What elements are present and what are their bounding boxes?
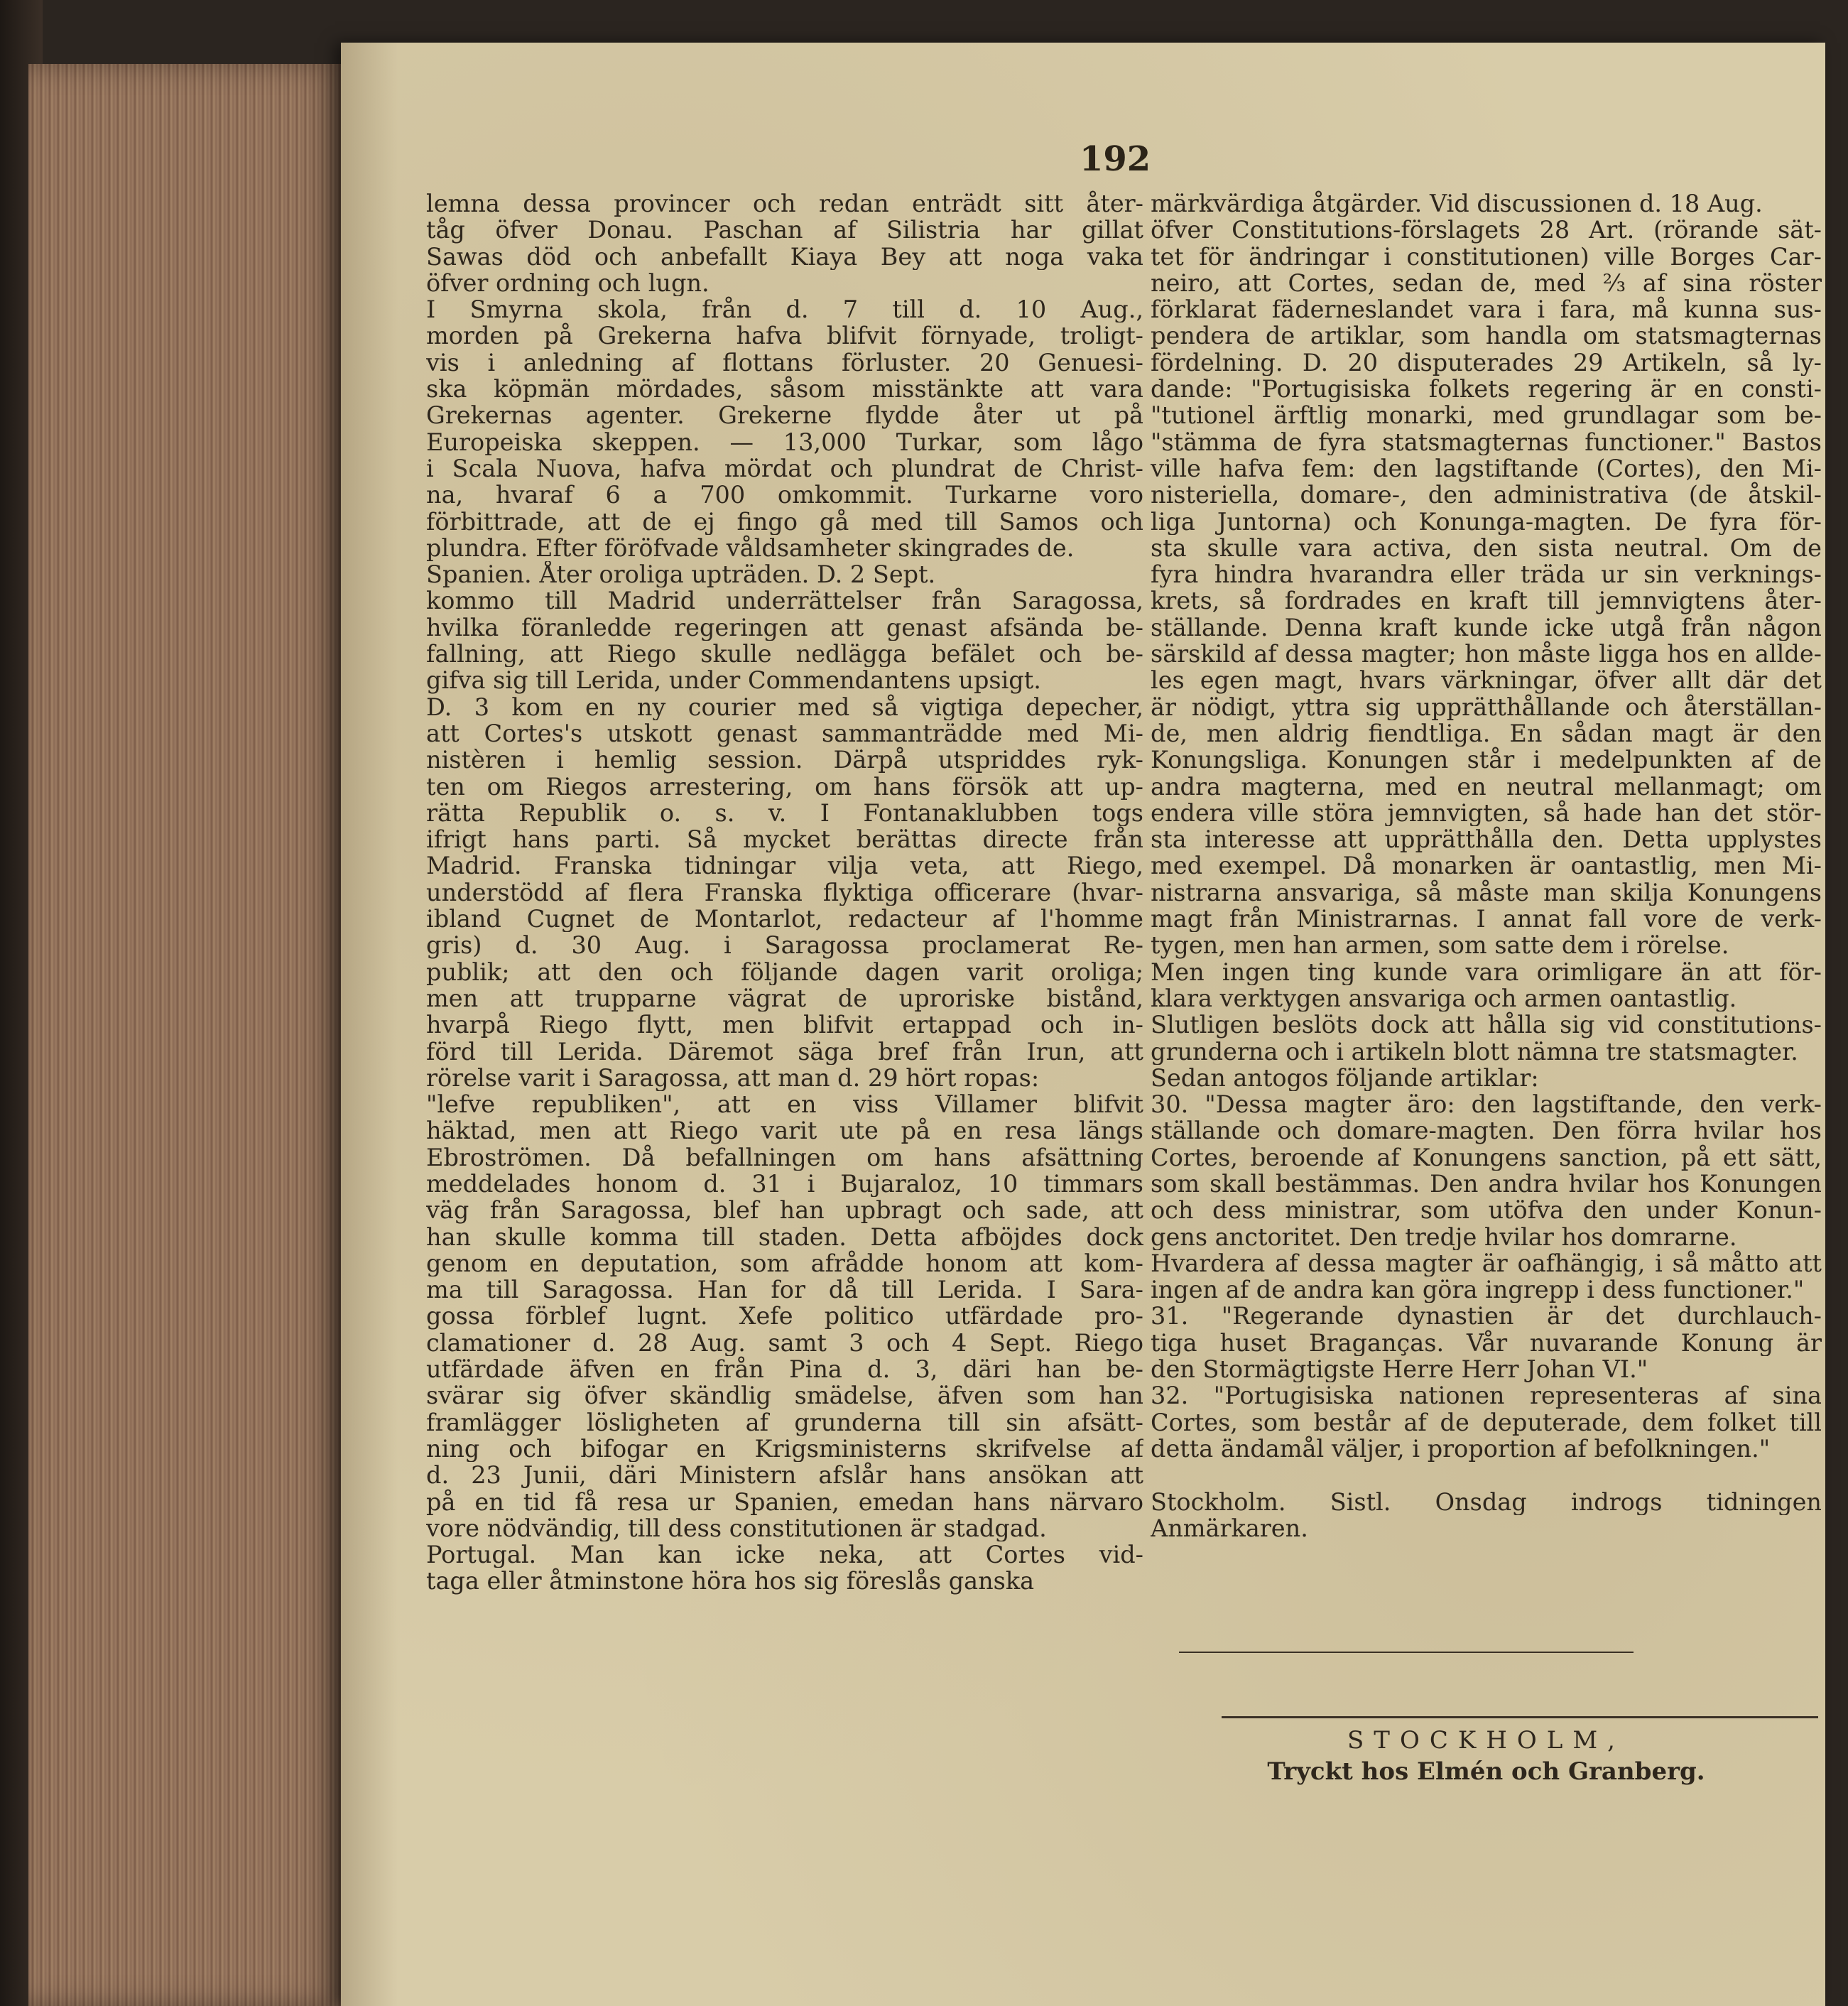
left-column-line: ning och bifogar en Krigsministerns skrifvelse af [426, 1435, 1143, 1463]
left-column-line: Europeiska skeppen. — 13,000 Turkar, som lågo [426, 428, 1143, 455]
right-column-line: 31. "Regerande dynastien är det durchlauch- [1151, 1303, 1822, 1330]
right-column-line: Sedan antogos följande artiklar: [1151, 1064, 1539, 1092]
right-column-line: grunderna och i artikeln blott nämna tre statsmagter. [1151, 1038, 1798, 1065]
left-column-line: lemna dessa provincer och redan enträdt sitt åter- [426, 190, 1143, 217]
right-column-line: tet för ändringar i constitutionen) ville Borges Car- [1151, 243, 1822, 270]
left-column-line: vore nödvändig, till dess constitutionen är stadgad. [426, 1514, 1047, 1542]
left-column-line: utfärdade äfven en från Pina d. 3, däri han be- [426, 1356, 1143, 1383]
left-column-line: tåg öfver Donau. Paschan af Silistria har gillat [426, 217, 1143, 244]
right-text-column [1151, 190, 1822, 1541]
left-column-line: ma till Saragossa. Han for då till Lerida. I Sara- [426, 1276, 1143, 1303]
right-column-line: liga Juntorna) och Konunga-magten. De fyra för- [1151, 508, 1822, 535]
right-column-line: ställande. Denna kraft kunde icke utgå från någon [1151, 614, 1822, 641]
right-column-line: öfver Constitutions-förslagets 28 Art. (rörande sät- [1151, 217, 1822, 244]
right-column-line: och dess ministrar, som utöfva den under Konun- [1151, 1197, 1822, 1224]
right-column-line: les egen magt, hvars värkningar, öfver allt där det [1151, 667, 1822, 694]
left-column-line: ska köpmän mördades, såsom misstänkte att vara [426, 376, 1143, 403]
right-column-line: Men ingen ting kunde vara orimligare än att för- [1151, 958, 1822, 985]
left-column-line: hvilka föranledde regeringen att genast afsända be- [426, 614, 1143, 641]
left-column-line: i Scala Nuova, hafva mördat och plundrat de Christ- [426, 455, 1143, 482]
right-column-line: de, men aldrig fiendtliga. En sådan magt är den [1151, 720, 1822, 747]
left-column-line: kommo till Madrid underrättelser från Saragossa, [426, 587, 1143, 614]
left-column-line: Grekernas agenter. Grekerne flydde åter ut på [426, 402, 1143, 429]
left-column-line: hvarpå Riego flytt, men blifvit ertappad och in- [426, 1012, 1143, 1039]
left-column-line: förbittrade, att de ej fingo gå med till Samos och [426, 508, 1143, 535]
left-column-line: att Cortes's utskott genast sammanträdde med Mi- [426, 720, 1143, 747]
left-column-line: väg från Saragossa, blef han upbragt och sade, att [426, 1197, 1143, 1224]
left-column-line: Madrid. Franska tidningar vilja veta, att Riego, [426, 852, 1143, 879]
section-rule [1179, 1652, 1634, 1653]
right-column-line: med exempel. Då monarken är oantastlig, men Mi- [1151, 852, 1822, 879]
right-column-line: dande: "Portugisiska folkets regering är en consti- [1151, 376, 1822, 403]
left-column-line: na, hvaraf 6 a 700 omkommit. Turkarne voro [426, 482, 1143, 509]
left-column-line: I Smyrna skola, från d. 7 till d. 10 Aug., [426, 296, 1143, 323]
left-column-line: rörelse varit i Saragossa, att man d. 29 hört ropas: [426, 1064, 1040, 1092]
left-column-line: framlägger lösligheten af grunderna till sin afsätt- [426, 1409, 1143, 1436]
right-column-line: andra magterna, med en neutral mellanmagt; om [1151, 773, 1822, 800]
right-column-line: "tutionel ärftlig monarki, med grundlagar som be- [1151, 402, 1822, 429]
left-column-line: "lefve republiken", att en viss Villamer blifvit [426, 1091, 1143, 1118]
left-column-line: han skulle komma till staden. Detta afböjdes dock [426, 1223, 1143, 1250]
right-column-line: tiga huset Braganças. Vår nuvarande Konung är [1151, 1329, 1822, 1357]
right-column-line: ställande och domare-magten. Den förra hvilar hos [1151, 1117, 1822, 1144]
left-column-line: genom en deputation, som afrådde honom att kom- [426, 1249, 1143, 1277]
right-column-line: nisteriella, domare-, den administrativa (de åtskil- [1151, 482, 1822, 509]
right-column-line: tygen, men han armen, som satte dem i rörelse. [1151, 932, 1729, 959]
book-page-edges [28, 64, 341, 2006]
left-column-line: nistèren i hemlig session. Därpå utspriddes ryk- [426, 747, 1143, 774]
imprint-printer: Tryckt hos Elmén och Granberg. [1267, 1757, 1705, 1786]
left-column-line: på en tid få resa ur Spanien, emedan hans närvaro [426, 1488, 1143, 1515]
right-column-line: nistrarna ansvariga, så måste man skilja Konungens [1151, 879, 1822, 906]
right-column-line: sta skulle vara activa, den sista neutral. Om de [1151, 534, 1822, 562]
right-column-line: Stockholm. Sistl. Onsdag indrogs tidningen [1151, 1488, 1822, 1515]
left-column-line: ifrigt hans parti. Så mycket berättas directe från [426, 826, 1143, 853]
left-column-line: taga eller åtminstone höra hos sig föreslås ganska [426, 1568, 1035, 1595]
right-column-line: "stämma de fyra statsmagternas functioner." Bastos [1151, 428, 1822, 455]
left-text-column [426, 190, 1143, 1595]
right-column-line: magt från Ministrarnas. I annat fall vore de verk- [1151, 906, 1822, 933]
right-column-line: fördelning. D. 20 disputerades 29 Artikeln, så ly- [1151, 349, 1822, 376]
left-column-line: rätta Republik o. s. v. I Fontanaklubben togs [426, 799, 1143, 827]
right-column-line: Cortes, beroende af Konungens sanction, på ett sätt, [1151, 1144, 1822, 1171]
right-column-line: Slutligen beslöts dock att hålla sig vid constitutions- [1151, 1012, 1822, 1039]
left-column-line: ten om Riegos arrestering, om hans försök att up- [426, 773, 1143, 800]
imprint-city: STOCKHOLM, [1347, 1726, 1625, 1755]
left-column-line: Spanien. Åter oroliga upträden. D. 2 Sept. [426, 561, 936, 588]
right-column-line [1151, 1462, 1822, 1488]
left-column-line: d. 23 Junii, däri Ministern afslår hans ansökan att [426, 1462, 1143, 1489]
right-column-line: klara verktygen ansvariga och armen oantastlig. [1151, 985, 1737, 1012]
right-column-line: märkvärdiga åtgärder. Vid discussionen d. 18 Aug. [1151, 190, 1763, 217]
right-column-line: fyra hindra hvarandra eller träda ur sin verknings- [1151, 561, 1822, 588]
left-column-line: Ebroströmen. Då befallningen om hans afsättning [426, 1144, 1143, 1171]
right-column-line: pendera de artiklar, som handla om statsmagternas [1151, 322, 1822, 349]
right-column-line: ville hafva fem: den lagstiftande (Cortes), den Mi- [1151, 455, 1822, 482]
left-column-line: plundra. Efter föröfvade våldsamheter skingrades de. [426, 534, 1075, 562]
left-column-line: öfver ordning och lugn. [426, 269, 710, 297]
left-column-line: meddelades honom d. 31 i Bujaraloz, 10 timmars [426, 1170, 1143, 1198]
left-column-line: gossa förblef lugnt. Xefe politico utfärdade pro- [426, 1303, 1143, 1330]
left-column-line: ibland Cugnet de Montarlot, redacteur af l'homme [426, 906, 1143, 933]
left-column-line: svärar sig öfver skändlig smädelse, äfven som han [426, 1382, 1143, 1409]
page-number: 192 [1080, 139, 1151, 179]
left-column-line: gifva sig till Lerida, under Commendantens upsigt. [426, 667, 1041, 694]
right-column-line: endera ville störa jemnvigten, så hade han det stör- [1151, 799, 1822, 827]
left-column-line: understödd af flera Franska flyktiga officerare (hvar- [426, 879, 1143, 906]
right-column-line: krets, så fordrades en kraft till jemnvigtens åter- [1151, 587, 1822, 614]
right-column-line: ingen af de andra kan göra ingrepp i dess functioner." [1151, 1276, 1805, 1303]
left-column-line: förd till Lerida. Däremot säga bref från Irun, att [426, 1038, 1143, 1065]
right-column-line: den Stormägtigste Herre Herr Johan VI." [1151, 1356, 1648, 1383]
right-column-line: Konungsliga. Konungen står i medelpunkten af de [1151, 747, 1822, 774]
right-column-line: som skall bestämmas. Den andra hvilar hos Konungen [1151, 1170, 1822, 1198]
left-column-line: publik; att den och följande dagen varit oroliga; [426, 958, 1143, 985]
left-column-line: gris) d. 30 Aug. i Saragossa proclamerat Re- [426, 932, 1143, 959]
left-column-line: Portugal. Man kan icke neka, att Cortes vid- [426, 1541, 1143, 1568]
right-column-line: förklarat fäderneslandet vara i fara, må kunna sus- [1151, 296, 1822, 323]
right-column-line: gens anctoritet. Den tredje hvilar hos domrarne. [1151, 1223, 1737, 1250]
left-column-line: häktad, men att Riego varit ute på en resa längs [426, 1117, 1143, 1144]
left-column-line: men att trupparne vägrat de uproriske bistånd, [426, 985, 1143, 1012]
left-column-line: D. 3 kom en ny courier med så vigtiga depecher, [426, 693, 1143, 720]
left-column-line: vis i anledning af flottans förluster. 20 Genuesi- [426, 349, 1143, 376]
right-column-line: detta ändamål väljer, i proportion af befolkningen." [1151, 1435, 1771, 1463]
right-column-line: Cortes, som består af de deputerade, dem folket till [1151, 1409, 1822, 1436]
right-column-line: sta interesse att upprätthålla den. Detta upplystes [1151, 826, 1822, 853]
left-column-line: fallning, att Riego skulle nedlägga befälet och be- [426, 641, 1143, 668]
left-column-line: morden på Grekerna hafva blifvit förnyade, troligt- [426, 322, 1143, 349]
left-column-line: clamationer d. 28 Aug. samt 3 och 4 Sept. Riego [426, 1329, 1143, 1357]
right-column-line: Anmärkaren. [1151, 1514, 1308, 1542]
right-column-line: 30. "Dessa magter äro: den lagstiftande, den verk- [1151, 1091, 1822, 1118]
right-column-line: är nödigt, yttra sig upprätthållande och återställan- [1151, 693, 1822, 720]
right-column-line: Hvardera af dessa magter är oafhängig, i så måtto att [1151, 1249, 1822, 1277]
right-column-line: neiro, att Cortes, sedan de, med ⅔ af sina röster [1151, 269, 1822, 297]
left-column-line: Sawas död och anbefallt Kiaya Bey att noga vaka [426, 243, 1143, 270]
right-column-line: särskild af dessa magter; hon måste ligga hos en allde- [1151, 641, 1822, 668]
imprint-rule [1222, 1716, 1818, 1718]
right-column-line: 32. "Portugisiska nationen representeras af sina [1151, 1382, 1822, 1409]
